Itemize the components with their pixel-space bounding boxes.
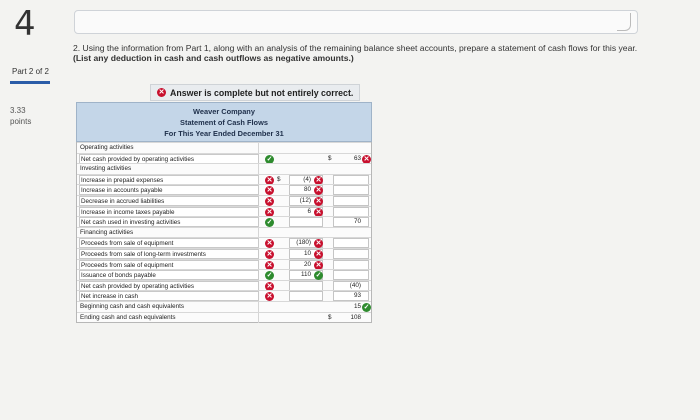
statement-title: Statement of Cash Flows [180, 117, 268, 127]
table-row [77, 174, 371, 185]
amount-value: 20 [303, 260, 311, 268]
amount-input-2[interactable] [333, 260, 369, 270]
x-mark-icon: ✕ [315, 240, 322, 248]
result-banner [150, 84, 360, 101]
points-info [10, 105, 31, 127]
statement-period: For This Year Ended December 31 [164, 128, 284, 138]
x-mark-icon: ✕ [315, 208, 322, 216]
amount-input-2[interactable] [333, 270, 369, 280]
amount-value: (180) [296, 239, 311, 247]
table-row [77, 206, 371, 217]
table-row [77, 290, 371, 301]
amount-value: (12) [299, 196, 311, 204]
total-value: 63 [353, 154, 361, 162]
check-mark-icon: ✓ [363, 303, 370, 311]
box-corner [617, 13, 631, 31]
row-label[interactable]: Proceeds from sale of equipment [79, 260, 259, 270]
dollar-sign: $ [277, 175, 281, 183]
check-mark-icon: ✓ [266, 272, 273, 280]
points-label: points [10, 117, 32, 126]
total-value: 93 [353, 292, 361, 300]
table-row [77, 227, 371, 238]
incorrect-icon: ✕ [158, 89, 165, 96]
amount-input-2[interactable] [333, 196, 369, 206]
table-row [77, 216, 371, 227]
x-mark-icon: ✕ [315, 197, 322, 205]
row-label[interactable]: Increase in accounts payable [79, 185, 259, 195]
row-label[interactable]: Net cash provided by operating activities [79, 281, 259, 291]
x-mark-icon: ✕ [266, 261, 273, 269]
amount-input-2[interactable] [333, 175, 369, 185]
points-value: 3.33 [10, 106, 26, 115]
row-label: Investing activities [79, 164, 259, 174]
row-label: Financing activities [79, 228, 259, 238]
table-row [77, 248, 371, 259]
x-mark-icon: ✕ [315, 187, 322, 195]
part-indicator: Part 2 of 2 [12, 67, 49, 76]
prompt-text: 2. Using the information from Part 1, along with an analysis of the remaining balance sheet accounts, prepare a statement of cash flows for this year. [73, 43, 638, 53]
total-value: 108 [350, 313, 361, 321]
row-label[interactable]: Net increase in cash [79, 291, 259, 301]
check-mark-icon: ✓ [315, 272, 322, 280]
check-mark-icon: ✓ [266, 219, 273, 227]
amount-input-2[interactable] [333, 238, 369, 248]
x-mark-icon: ✕ [363, 155, 370, 163]
amount-input-2[interactable] [333, 185, 369, 195]
amount-input-1[interactable] [289, 291, 323, 301]
total-value: 70 [353, 218, 361, 226]
company-name: Weaver Company [193, 106, 255, 116]
result-banner-text: Answer is complete but not entirely correct. [170, 87, 354, 98]
total-value: 15 [353, 302, 361, 310]
cash-flow-table [76, 142, 372, 323]
row-label[interactable]: Increase in income taxes payable [79, 207, 259, 217]
question-number: 4 [14, 4, 36, 44]
row-label: Beginning cash and cash equivalents [79, 302, 259, 312]
x-mark-icon: ✕ [266, 187, 273, 195]
dollar-sign: $ [328, 154, 332, 162]
prompt-instruction: (List any deduction in cash and cash outflows as negative amounts.) [73, 53, 354, 63]
dollar-sign: $ [328, 313, 332, 321]
x-mark-icon: ✕ [266, 208, 273, 216]
x-mark-icon: ✕ [266, 176, 273, 184]
total-value: (40) [349, 281, 361, 289]
check-mark-icon: ✓ [266, 155, 273, 163]
row-label[interactable]: Decrease in accrued liabilities [79, 196, 259, 206]
row-label[interactable]: Net cash provided by operating activities [79, 154, 259, 164]
amount-value: 80 [303, 186, 311, 194]
table-row [77, 237, 371, 248]
table-row [77, 163, 371, 174]
table-row [77, 259, 371, 270]
question-prompt [73, 43, 643, 63]
part-progress-bar [10, 81, 50, 84]
amount-value: 10 [303, 249, 311, 257]
table-row [77, 301, 371, 312]
x-mark-icon: ✕ [266, 282, 273, 290]
x-mark-icon: ✕ [315, 176, 322, 184]
table-row [77, 269, 371, 280]
table-row [77, 153, 371, 164]
amount-input-2[interactable] [333, 207, 369, 217]
row-label: Operating activities [79, 143, 259, 153]
x-mark-icon: ✕ [266, 197, 273, 205]
amount-value: (4) [303, 175, 311, 183]
answer-input-box[interactable] [74, 10, 638, 34]
amount-input-2[interactable] [333, 249, 369, 259]
row-label[interactable]: Issuance of bonds payable [79, 270, 259, 280]
x-mark-icon: ✕ [266, 240, 273, 248]
row-label[interactable]: Proceeds from sale of equipment [79, 238, 259, 248]
row-label[interactable]: Increase in prepaid expenses [79, 175, 259, 185]
amount-input-1[interactable] [289, 281, 323, 291]
statement-header [76, 102, 372, 142]
table-row [77, 312, 371, 323]
x-mark-icon: ✕ [266, 250, 273, 258]
x-mark-icon: ✕ [315, 250, 322, 258]
amount-value: 110 [300, 271, 311, 279]
row-label: Ending cash and cash equivalents [79, 313, 259, 323]
table-row [77, 142, 371, 153]
row-label[interactable]: Net cash used in investing activities [79, 217, 259, 227]
x-mark-icon: ✕ [315, 261, 322, 269]
row-label[interactable]: Proceeds from sale of long-term investments [79, 249, 259, 259]
table-row [77, 195, 371, 206]
x-mark-icon: ✕ [266, 293, 273, 301]
table-row [77, 280, 371, 291]
amount-value: 6 [307, 207, 311, 215]
amount-input-1[interactable] [289, 217, 323, 227]
table-row [77, 184, 371, 195]
